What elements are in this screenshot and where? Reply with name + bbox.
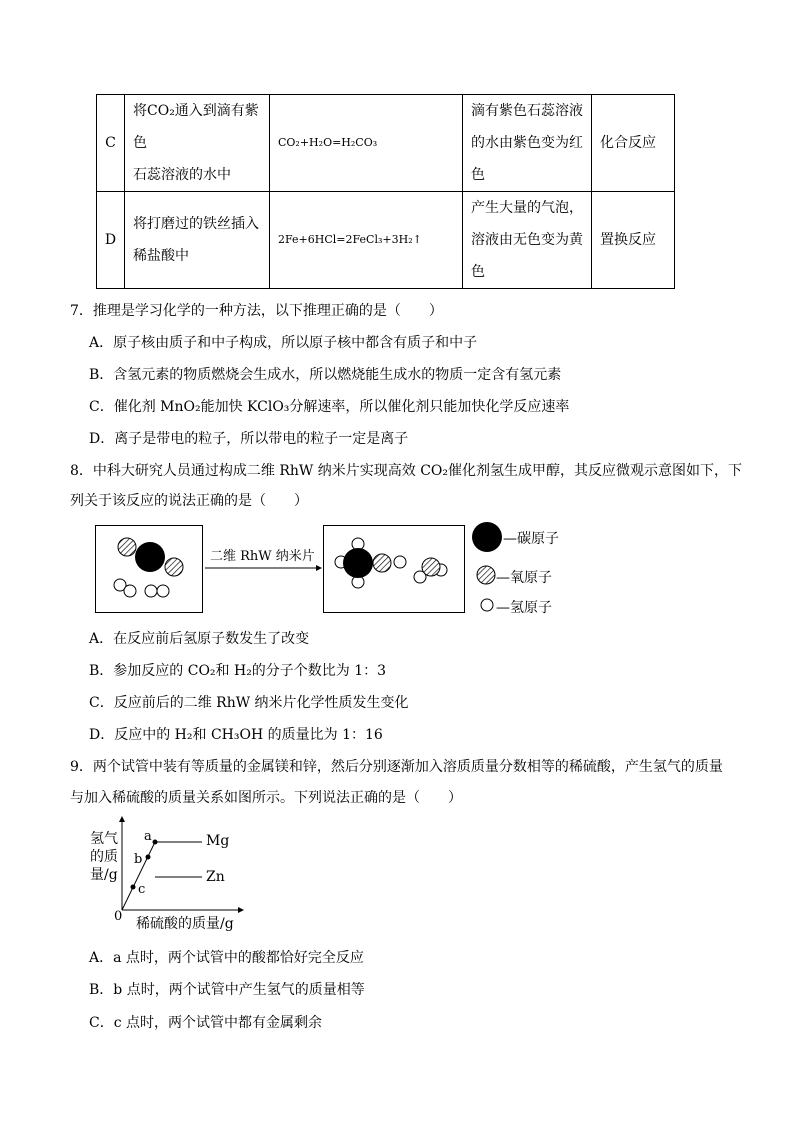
- x-axis-label: 稀硫酸的质量/g: [136, 916, 234, 932]
- question-9-stem-2: 与加入稀硫酸的质量关系如图所示。下列说法正确的是（ ）: [70, 790, 462, 806]
- arrow-label: 二维 RhW 纳米片: [210, 549, 315, 564]
- q7-option-d: D．离子是带电的粒子，所以带电的粒子一定是离子: [89, 431, 409, 447]
- phenomenon-cell: 滴有紫色石蕊溶液 的水由紫色变为红 色: [463, 95, 592, 192]
- legend-oxygen: —氧原子: [496, 570, 552, 586]
- y-axis-label-1: 氢气: [90, 831, 118, 847]
- point-a-label: a: [144, 829, 152, 844]
- q7-option-a: A．原子核由质子和中子构成，所以原子核中都含有质子和中子: [89, 335, 478, 351]
- origin-label: 0: [114, 909, 123, 924]
- point-b-label: b: [134, 852, 143, 867]
- legend-hydrogen: —氢原子: [496, 600, 552, 616]
- y-axis-arrow: [119, 816, 125, 822]
- point-c-label: c: [138, 882, 146, 897]
- equation-cell: 2Fe+6HCl=2FeCl₃+3H₂↑: [270, 192, 463, 289]
- equation-cell: CO₂+H₂O=H₂CO₃: [270, 95, 463, 192]
- q7-option-b: B．含氢元素的物质燃烧会生成水，所以燃烧能生成水的物质一定含有氢元素: [89, 367, 562, 383]
- phenomenon-cell: 产生大量的气泡， 溶液由无色变为黄 色: [463, 192, 592, 289]
- series-mg-label: Mg: [206, 833, 230, 849]
- q8-option-d: D．反应中的 H₂和 CH₃OH 的质量比为 1：16: [89, 727, 383, 743]
- q8-option-c: C．反应前后的二维 RhW 纳米片化学性质发生变化: [89, 695, 409, 711]
- q9-option-c: C．c 点时，两个试管中都有金属剩余: [89, 1015, 323, 1031]
- x-axis-arrow: [238, 907, 244, 913]
- q9-option-b: B．b 点时，两个试管中产生氢气的质量相等: [89, 982, 365, 998]
- question-8-stem-2: 列关于该反应的说法正确的是（ ）: [70, 493, 308, 509]
- legend-carbon: —碳原子: [503, 531, 559, 547]
- q8-option-a: A．在反应前后氢原子数发生了改变: [89, 631, 310, 647]
- question-9-stem: 9．两个试管中装有等质量的金属镁和锌，然后分别逐渐加入溶质质量分数相等的稀硫酸，产生氢气的质量: [70, 759, 723, 775]
- q8-option-b: B．参加反应的 CO₂和 H₂的分子个数比为 1：3: [89, 663, 387, 679]
- reaction-type-cell: 化合反应: [592, 95, 675, 192]
- q9-option-a: A．a 点时，两个试管中的酸都恰好完全反应: [89, 950, 364, 966]
- reaction-type-cell: 置换反应: [592, 192, 675, 289]
- operation-cell: 将CO₂通入到滴有紫色 石蕊溶液的水中: [125, 95, 270, 192]
- q7-option-c: C．催化剂 MnO₂能加快 KClO₃分解速率，所以催化剂只能加快化学反应速率: [89, 399, 570, 415]
- point-a: [153, 840, 158, 845]
- y-axis-label-2: 的质: [90, 849, 118, 865]
- point-c: [131, 885, 136, 890]
- y-axis-label-3: 量/g: [90, 867, 118, 883]
- question-7-stem: 7．推理是学习化学的一种方法，以下推理正确的是（ ）: [70, 303, 443, 319]
- row-letter: C: [97, 95, 125, 192]
- question-8-stem: 8．中科大研究人员通过构成二维 RhW 纳米片实现高效 CO₂催化剂氢生成甲醇，其反应微观示意图如下，下: [70, 463, 743, 479]
- series-zn-label: Zn: [206, 869, 225, 885]
- point-b: [146, 855, 151, 860]
- row-letter: D: [97, 192, 125, 289]
- operation-cell: 将打磨过的铁丝插入 稀盐酸中: [125, 192, 270, 289]
